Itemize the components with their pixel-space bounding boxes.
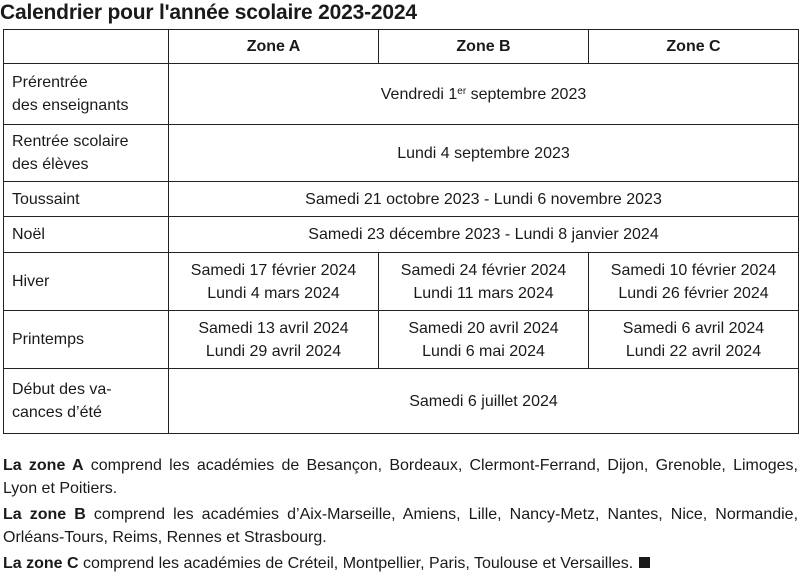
row-prerentree xyxy=(4,64,799,125)
page-title: Calendrier pour l'année scolaire 2023-2024 xyxy=(0,1,417,24)
row-toussaint xyxy=(4,182,799,217)
date-cell: Samedi 6 juillet 2024 xyxy=(169,369,799,434)
row-rentree xyxy=(4,125,799,182)
note-zone-c: La zone C comprend les académies de Créteil, Montpellier, Paris, Toulouse et Versailles. xyxy=(3,552,798,575)
row-label: Prérentrée des enseignants xyxy=(4,64,169,125)
date-cell-zone-b: Samedi 24 février 2024 Lundi 11 mars 2024 xyxy=(379,253,589,311)
date-cell-zone-a: Samedi 17 février 2024 Lundi 4 mars 2024 xyxy=(169,253,379,311)
date-cell: Lundi 4 septembre 2023 xyxy=(169,125,799,182)
header-zone-a: Zone A xyxy=(169,30,379,64)
date-cell-zone-c: Samedi 6 avril 2024 Lundi 22 avril 2024 xyxy=(589,311,799,369)
row-noel xyxy=(4,217,799,253)
row-label: Printemps xyxy=(4,311,169,369)
row-label: Début des va- cances d’été xyxy=(4,369,169,434)
date-cell: Vendredi 1er septembre 2023 xyxy=(169,64,799,125)
row-hiver xyxy=(4,253,799,311)
note-zone-b: La zone B comprend les académies d’Aix-Marseille, Amiens, Lille, Nancy-Metz, Nantes, Nice, Normandie, Orléans-Tours, Reims, Rennes et Strasbourg. xyxy=(3,506,799,546)
calendar-table xyxy=(3,29,799,434)
row-printemps xyxy=(4,311,799,369)
note-zone-a: La zone A comprend les académies de Besançon, Bordeaux, Clermont-Ferrand, Dijon, Grenoble, Limoges, Lyon et Poitiers. xyxy=(3,457,798,497)
date-cell: Samedi 23 décembre 2023 - Lundi 8 janvier 2024 xyxy=(169,217,799,253)
header-row xyxy=(4,30,799,64)
header-zone-b: Zone B xyxy=(379,30,589,64)
row-label: Toussaint xyxy=(4,182,169,217)
date-cell: Samedi 21 octobre 2023 - Lundi 6 novembre 2023 xyxy=(169,182,799,217)
row-ete xyxy=(4,369,799,434)
date-cell-zone-a: Samedi 13 avril 2024 Lundi 29 avril 2024 xyxy=(169,311,379,369)
end-square-icon xyxy=(639,557,650,568)
header-zone-c: Zone C xyxy=(589,30,799,64)
row-label: Noël xyxy=(4,217,169,253)
zone-notes xyxy=(3,454,798,578)
row-label: Hiver xyxy=(4,253,169,311)
header-empty-cell xyxy=(4,30,169,64)
date-cell-zone-c: Samedi 10 février 2024 Lundi 26 février 2024 xyxy=(589,253,799,311)
row-label: Rentrée scolaire des élèves xyxy=(4,125,169,182)
date-cell-zone-b: Samedi 20 avril 2024 Lundi 6 mai 2024 xyxy=(379,311,589,369)
